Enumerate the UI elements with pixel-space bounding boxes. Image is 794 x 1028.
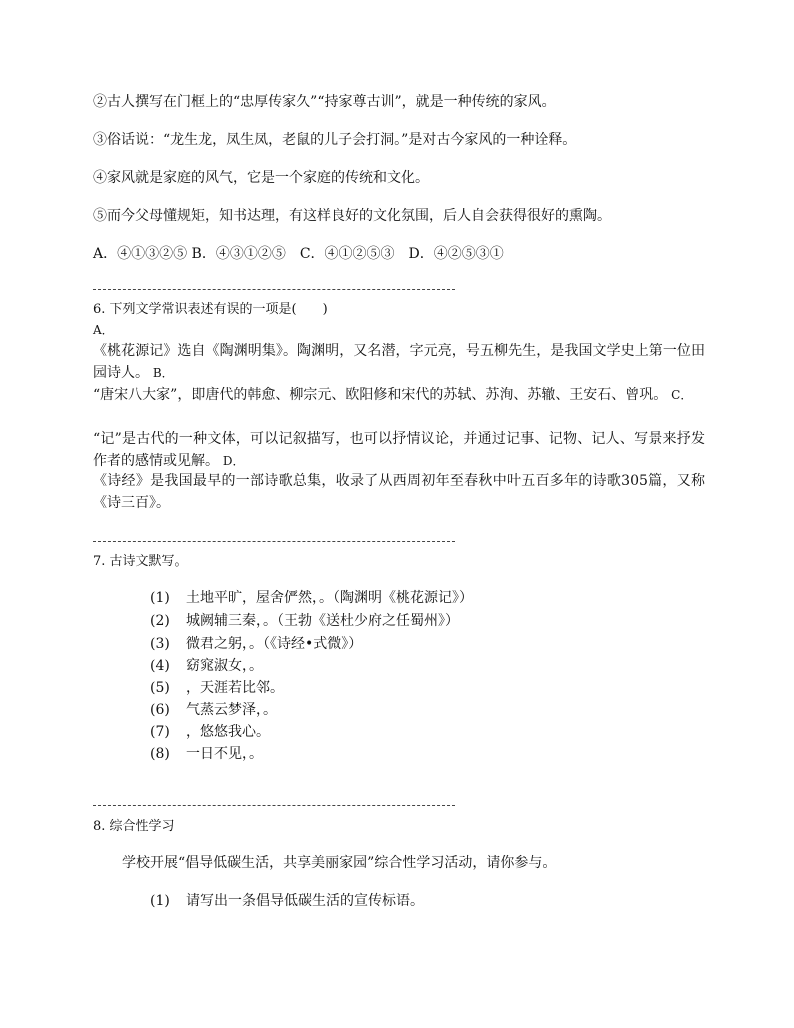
- q7-item-2: [150, 611, 459, 631]
- q7-item-text: 微君之躬，。（《诗经•式微》）: [186, 636, 363, 652]
- q7-item-text: ，悠悠我心。: [186, 724, 270, 740]
- q7-item-6: [150, 700, 277, 720]
- divider: [93, 805, 455, 806]
- q7-item-number: (5): [150, 680, 170, 696]
- q6-option-a-label: A．: [93, 323, 114, 337]
- q7-item-text: 窈窕淑女，。: [186, 658, 263, 674]
- divider: [93, 289, 455, 290]
- q5-sentence-4: ④家风就是家庭的风气，它是一个家庭的传统和文化。: [93, 170, 429, 186]
- q7-item-number: (8): [150, 746, 170, 762]
- q5-options: A．④①③②⑤ B．④③①②⑤ C．④①②⑤③ D．④②⑤③①: [93, 246, 504, 262]
- q8-intro: 学校开展“倡导低碳生活，共享美丽家园”综合性学习活动，请你参与。: [122, 855, 557, 871]
- divider: [93, 541, 455, 542]
- q7-item-number: (7): [150, 724, 170, 740]
- q7-item-text: 城阙辅三秦，。（王勃《送杜少府之任蜀州》）: [186, 613, 459, 629]
- q5-sentence-3: ③俗话说：“龙生龙，凤生凤，老鼠的儿子会打洞。”是对古今家风的一种诠释。: [93, 132, 577, 148]
- q7-item-text: ，天涯若比邻。: [186, 680, 284, 696]
- q6-option-d-text: 《诗经》是我国最早的一部诗歌总集，收录了从西周初年至春秋中叶五百多年的诗歌305篇，又称《诗三百》。: [93, 473, 705, 511]
- q7-item-text: 一日不见，。: [186, 746, 263, 762]
- q7-item-number: (1): [150, 590, 170, 606]
- q8-subquestion-1: [150, 891, 424, 911]
- q6-option-b-text: “唐宋八大家”，即唐代的韩愈、柳宗元、欧阳修和宋代的苏轼、苏洵、苏辙、王安石、曾巩。 C．: [93, 387, 693, 403]
- q5-sentence-5: ⑤而今父母懂规矩，知书达理，有这样良好的文化氛围，后人自会获得很好的熏陶。: [93, 208, 611, 224]
- q7-item-8: [150, 744, 263, 764]
- q6-title: 6. 下列文学常识表述有误的一项是( ): [93, 302, 328, 317]
- q8-sub-number: (1): [150, 893, 170, 909]
- q6-option-c-label: C．: [671, 388, 693, 402]
- q7-item-1: [150, 588, 473, 608]
- q7-item-number: (2): [150, 613, 170, 629]
- q7-item-number: (6): [150, 702, 170, 718]
- q6-option-a-text: 《桃花源记》选自《陶渊明集》。陶渊明，又名潜，字元亮，号五柳先生，是我国文学史上第一位田园诗人。 B．: [93, 343, 705, 381]
- q6-option-d-label: D．: [222, 454, 245, 468]
- q7-item-number: (4): [150, 658, 170, 674]
- q6-option-c-text: “记”是古代的一种文体，可以记叙描写，也可以抒情议论，并通过记事、记物、记人、写景来抒发作者的感情或见解。 D．: [93, 431, 705, 469]
- q8-title: 8. 综合性学习: [93, 819, 175, 834]
- q7-item-text: 土地平旷，屋舍俨然，。（陶渊明《桃花源记》）: [186, 590, 473, 606]
- q7-item-3: [150, 634, 362, 654]
- q5-sentence-2: ②古人撰写在门框上的“忠厚传家久”“持家尊古训”，就是一种传统的家风。: [93, 94, 556, 110]
- q7-item-5: [150, 678, 284, 698]
- q7-item-text: 气蒸云梦泽，。: [186, 702, 277, 718]
- q7-item-4: [150, 656, 263, 676]
- q7-item-7: [150, 722, 270, 742]
- q6-option-b-label: B．: [152, 366, 174, 380]
- q8-sub-text: 请写出一条倡导低碳生活的宣传标语。: [186, 893, 424, 909]
- q7-title: 7. 古诗文默写。: [93, 554, 188, 569]
- q7-item-number: (3): [150, 636, 170, 652]
